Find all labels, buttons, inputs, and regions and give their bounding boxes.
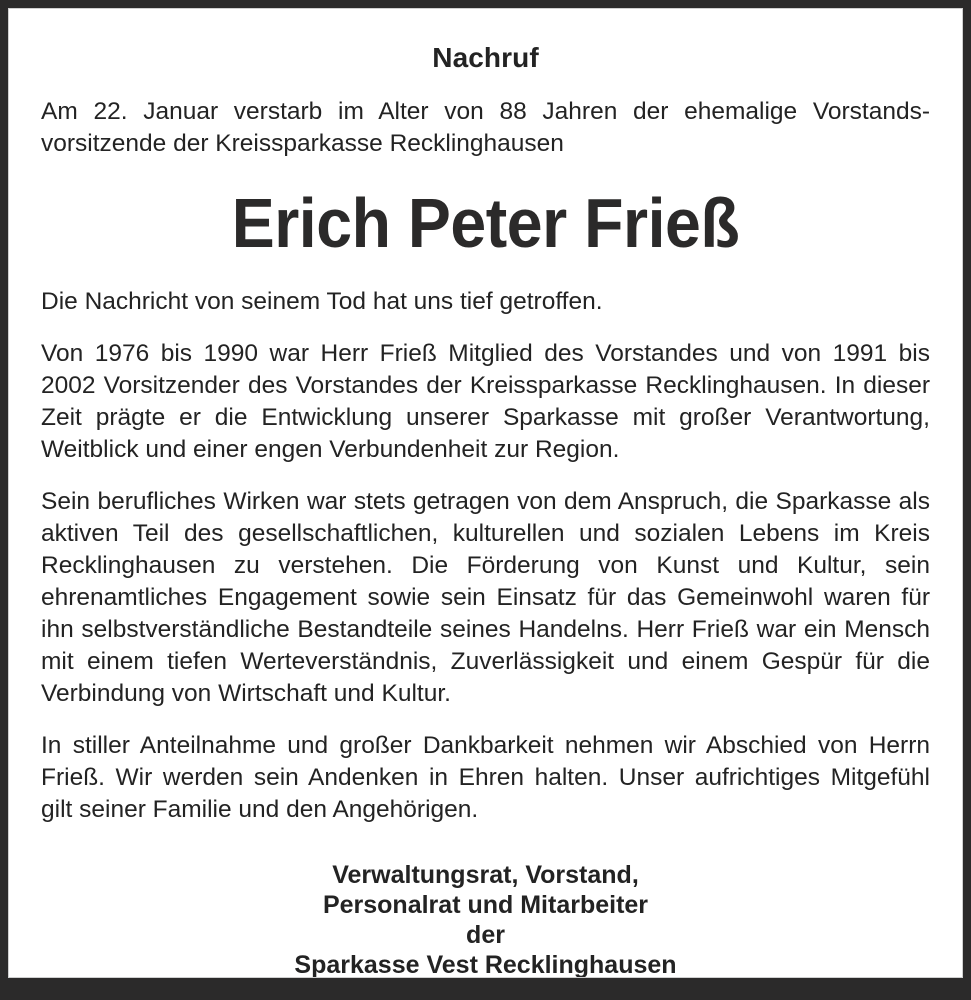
- signature-line-1: Verwaltungsrat, Vorstand,: [332, 860, 639, 889]
- notice-paragraph-3: Sein berufliches Wirken war stets getragen von dem Anspruch, die Sparkasse als aktiven Teil des gesellschaftlichen, kulturellen und sozialen Lebens im Kreis Recklinghausen zu verstehen. Die Förderung von Kunst und Kultur, sein ehrenamtliches Engagement sowie sein Einsatz für das Gemeinwohl waren für ihn selbstverständliche Bestandteile seines Handelns. Herr Frieß war ein Mensch mit einem tiefen Werteverständnis, Zuverlässigkeit und einem Gespür für die Verbindung von Wirtschaft und Kultur.: [41, 487, 930, 707]
- deceased-name: Erich Peter Frieß: [231, 183, 740, 262]
- signature-block: [41, 860, 930, 978]
- notice-paragraph-4: In stiller Anteilnahme und großer Dankbarkeit nehmen wir Abschied von Herrn Frieß. Wir werden sein Andenken in Ehren halten. Unser aufrichtiges Mitgefühl gilt seiner Familie und den Angehörigen.: [41, 731, 930, 823]
- obituary-notice-content: [9, 9, 962, 977]
- signature-line-2: Personalrat und Mitarbeiter: [322, 890, 649, 919]
- notice-title: Nachruf: [432, 42, 539, 73]
- notice-paragraph-1: Die Nachricht von seinem Tod hat uns tief getroffen.: [41, 287, 603, 315]
- obituary-notice-inner-border: [8, 8, 963, 978]
- notice-paragraph-2: Von 1976 bis 1990 war Herr Frieß Mitglied des Vorstandes und von 1991 bis 2002 Vorsitzender des Vorstandes der Kreissparkasse Recklinghausen. In dieser Zeit prägte er die Entwicklung unserer Sparkasse mit großer Verantwortung, Weitblick und einer engen Verbundenheit zur Region.: [41, 339, 930, 463]
- signature-line-4: Sparkasse Vest Recklinghausen: [294, 950, 677, 978]
- signature-line-3: der: [466, 920, 505, 949]
- notice-lead-paragraph: Am 22. Januar verstarb im Alter von 88 Jahren der ehemalige Vorstands-vorsitzende der Kreissparkasse Recklinghausen: [41, 97, 930, 157]
